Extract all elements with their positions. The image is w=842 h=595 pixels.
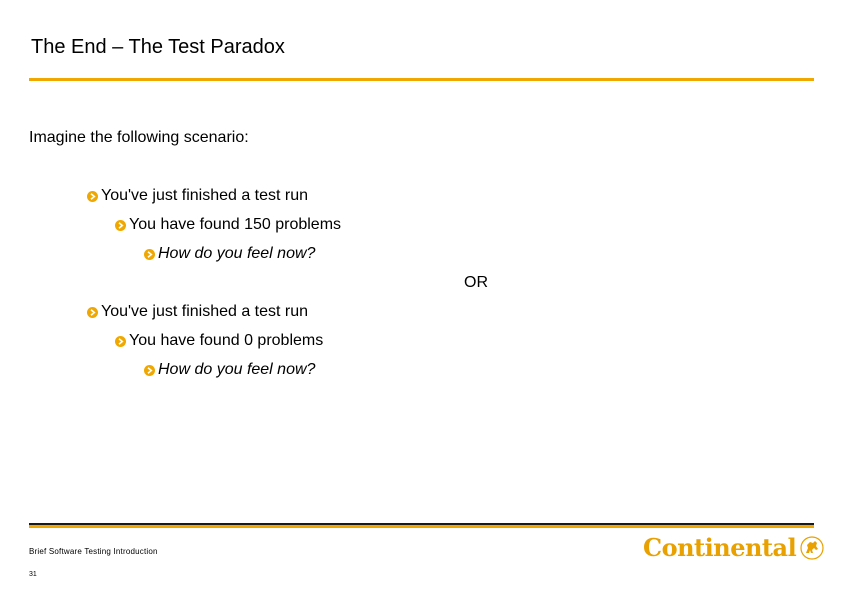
logo-wordmark: Continental bbox=[643, 533, 797, 562]
bullet-arrow-icon bbox=[115, 220, 126, 231]
footer-caption: Brief Software Testing Introduction bbox=[29, 547, 158, 556]
scenario-b-level3 bbox=[144, 360, 315, 380]
bullet-arrow-icon bbox=[115, 336, 126, 347]
scenario-a-level3 bbox=[144, 244, 315, 264]
scenario-a-level2 bbox=[115, 215, 341, 235]
scenario-b-level1-text: You've just finished a test run bbox=[101, 303, 309, 320]
bullet-arrow-icon bbox=[87, 307, 98, 318]
or-separator: OR bbox=[464, 274, 488, 291]
scenario-b-level3-text: How do you feel now? bbox=[158, 361, 316, 378]
horse-emblem-icon bbox=[800, 536, 824, 560]
bullet-arrow-icon bbox=[87, 191, 98, 202]
intro-text: Imagine the following scenario: bbox=[29, 129, 249, 146]
scenario-b-level2-text: You have found 0 problems bbox=[129, 332, 324, 349]
footer-divider-gold bbox=[29, 525, 814, 528]
title-divider bbox=[29, 78, 814, 81]
scenario-b-level1 bbox=[87, 302, 308, 322]
scenario-a-level1 bbox=[87, 186, 308, 206]
continental-logo bbox=[643, 533, 824, 563]
scenario-a-level1-text: You've just finished a test run bbox=[101, 187, 309, 204]
scenario-b-level2 bbox=[115, 331, 323, 351]
slide-title: The End – The Test Paradox bbox=[31, 36, 285, 58]
scenario-a-level2-text: You have found 150 problems bbox=[129, 216, 342, 233]
page-number: 31 bbox=[29, 571, 37, 578]
bullet-arrow-icon bbox=[144, 365, 155, 376]
scenario-a-level3-text: How do you feel now? bbox=[158, 245, 316, 262]
bullet-arrow-icon bbox=[144, 249, 155, 260]
